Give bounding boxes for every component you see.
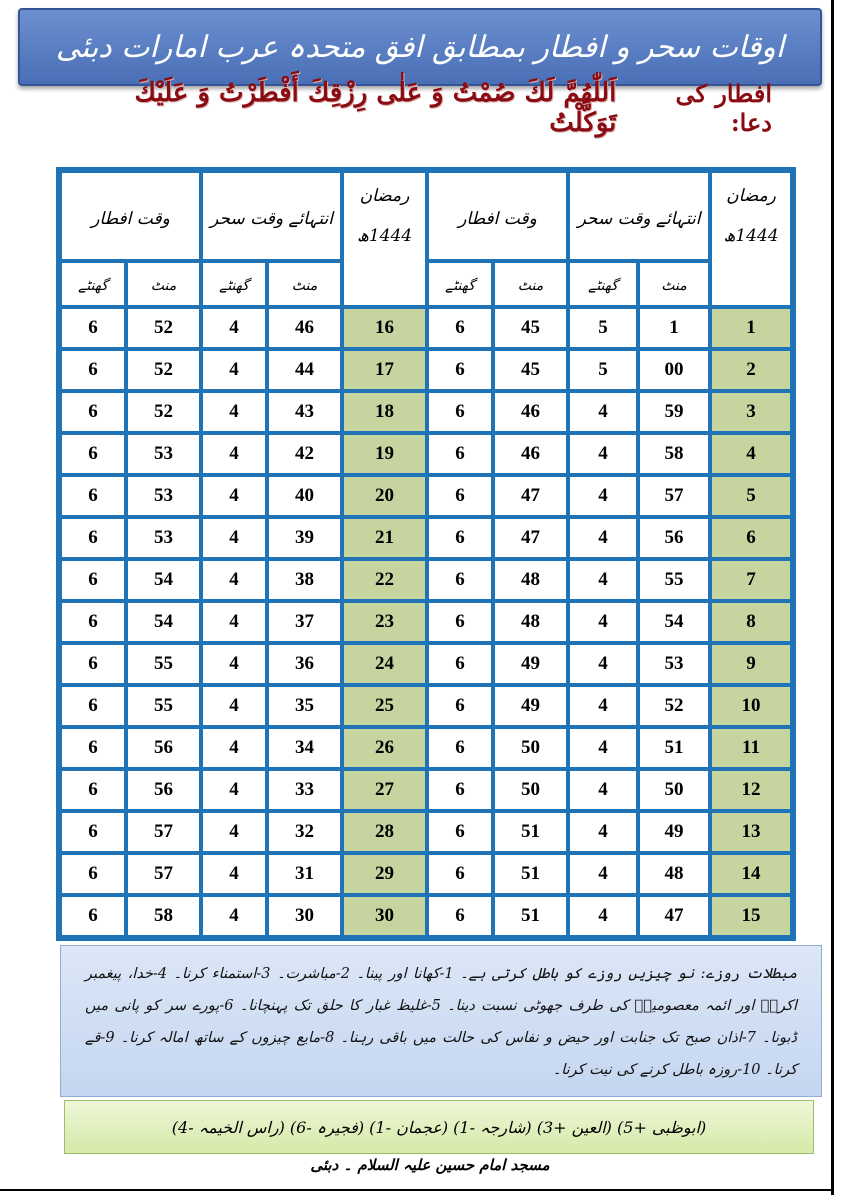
cell-iftar-minutes: 56 (126, 769, 201, 811)
cell-sehri-minutes: 36 (267, 643, 342, 685)
cell-sehri-minutes: 33 (267, 769, 342, 811)
cell-iftar-hours: 6 (60, 727, 126, 769)
timetable (56, 167, 796, 941)
subheader-minutes: منٹ (126, 261, 201, 307)
cell-iftar-hours: 6 (60, 769, 126, 811)
subheader-minutes: منٹ (267, 261, 342, 307)
cell-sehri-hours: 4 (568, 559, 638, 601)
cell-iftar-hours: 6 (427, 853, 493, 895)
cell-iftar-minutes: 47 (493, 517, 568, 559)
cell-ramadan-day: 6 (710, 517, 792, 559)
cell-sehri-minutes: 56 (638, 517, 710, 559)
dua-label: افطار کی دعا: (675, 79, 772, 137)
cell-ramadan-day: 12 (710, 769, 792, 811)
cell-iftar-minutes: 57 (126, 811, 201, 853)
cell-sehri-hours: 4 (568, 433, 638, 475)
table-row (60, 853, 792, 895)
table-row (60, 475, 792, 517)
timetable-grid (60, 171, 792, 937)
cell-sehri-hours: 4 (201, 391, 267, 433)
cell-iftar-minutes: 51 (493, 811, 568, 853)
table-row (60, 685, 792, 727)
cell-iftar-minutes: 50 (493, 769, 568, 811)
cell-sehri-minutes: 31 (267, 853, 342, 895)
cell-iftar-minutes: 51 (493, 853, 568, 895)
table-row (60, 811, 792, 853)
cell-sehri-minutes: 40 (267, 475, 342, 517)
cell-sehri-hours: 4 (201, 307, 267, 349)
cell-iftar-hours: 6 (427, 559, 493, 601)
cell-iftar-hours: 6 (60, 559, 126, 601)
cell-ramadan-day: 17 (342, 349, 427, 391)
cell-sehri-minutes: 44 (267, 349, 342, 391)
cell-ramadan-day: 24 (342, 643, 427, 685)
table-row (60, 643, 792, 685)
cell-ramadan-day: 23 (342, 601, 427, 643)
cell-sehri-minutes: 47 (638, 895, 710, 937)
table-row (60, 391, 792, 433)
cell-ramadan-day: 20 (342, 475, 427, 517)
cell-sehri-minutes: 58 (638, 433, 710, 475)
table-row (60, 559, 792, 601)
cell-iftar-minutes: 48 (493, 601, 568, 643)
dua-text: اَللّٰهُمَّ لَكَ صُمْتُ وَ عَلٰى رِزْقِكَ أَفْطَرْتُ وَ عَلَيْكَ تَوَكَّلْتُ (134, 78, 617, 138)
cell-sehri-hours: 4 (201, 601, 267, 643)
cell-sehri-hours: 4 (201, 769, 267, 811)
cell-ramadan-day: 4 (710, 433, 792, 475)
cell-sehri-hours: 4 (201, 475, 267, 517)
cell-iftar-minutes: 49 (493, 685, 568, 727)
cell-sehri-minutes: 37 (267, 601, 342, 643)
cell-iftar-hours: 6 (427, 391, 493, 433)
cell-iftar-hours: 6 (60, 643, 126, 685)
fast-invalidators-note: مبطلات روزے: نو چیزیں روزے کو باطل کرتی ہے۔ 1-کھانا اور پینا۔ 2-مباشرت۔ 3-استمناء کرنا۔ 4-خدا، پیغمبر اکرمؐ اور ائمہ معصومینؑ کی طرف جھوٹی نسبت دینا۔ 5-غلیظ غبار کا حلق تک پہنچانا۔ 6-پورے سر کو پانی میں ڈبونا۔ 7-اذان صبح تک جنابت اور حیض و نفاس کی حالت میں باقی رہنا۔ 8-مایع چیزوں کے ساتھ امالہ کرنا۔ 9-قے کرنا۔ 10-روزہ باطل کرنے کی نیت کرنا۔ (60, 945, 822, 1097)
regional-adjustments: (ابوظبی +5) (العین +3) (شارجہ -1) (عجمان -1) (فجیرہ -6) (راس الخیمہ -4) (64, 1100, 814, 1154)
iftar-dua (60, 78, 772, 138)
cell-iftar-minutes: 46 (493, 433, 568, 475)
cell-iftar-hours: 6 (60, 349, 126, 391)
cell-ramadan-day: 30 (342, 895, 427, 937)
cell-sehri-minutes: 34 (267, 727, 342, 769)
cell-iftar-hours: 6 (60, 307, 126, 349)
cell-iftar-minutes: 46 (493, 391, 568, 433)
cell-iftar-minutes: 53 (126, 433, 201, 475)
cell-sehri-hours: 4 (201, 349, 267, 391)
table-row (60, 895, 792, 937)
cell-sehri-hours: 4 (201, 517, 267, 559)
cell-iftar-hours: 6 (427, 727, 493, 769)
cell-ramadan-day: 9 (710, 643, 792, 685)
cell-iftar-minutes: 52 (126, 307, 201, 349)
cell-iftar-minutes: 52 (126, 391, 201, 433)
cell-ramadan-day: 5 (710, 475, 792, 517)
cell-iftar-minutes: 54 (126, 559, 201, 601)
cell-sehri-hours: 4 (201, 643, 267, 685)
subheader-hours: گھنٹے (427, 261, 493, 307)
cell-sehri-hours: 4 (201, 433, 267, 475)
cell-sehri-hours: 5 (568, 307, 638, 349)
cell-sehri-minutes: 55 (638, 559, 710, 601)
table-row (60, 307, 792, 349)
cell-iftar-hours: 6 (427, 811, 493, 853)
cell-iftar-hours: 6 (427, 643, 493, 685)
cell-ramadan-day: 19 (342, 433, 427, 475)
subheader-hours: گھنٹے (201, 261, 267, 307)
cell-iftar-minutes: 56 (126, 727, 201, 769)
cell-iftar-hours: 6 (427, 685, 493, 727)
cell-sehri-hours: 4 (201, 811, 267, 853)
cell-sehri-hours: 4 (201, 895, 267, 937)
table-row (60, 769, 792, 811)
cell-sehri-minutes: 42 (267, 433, 342, 475)
cell-sehri-hours: 4 (568, 685, 638, 727)
cell-ramadan-day: 28 (342, 811, 427, 853)
cell-ramadan-day: 25 (342, 685, 427, 727)
cell-ramadan-day: 29 (342, 853, 427, 895)
cell-ramadan-day: 10 (710, 685, 792, 727)
cell-sehri-hours: 4 (568, 769, 638, 811)
cell-ramadan-day: 3 (710, 391, 792, 433)
cell-sehri-hours: 4 (568, 727, 638, 769)
cell-iftar-minutes: 45 (493, 307, 568, 349)
cell-sehri-hours: 4 (568, 811, 638, 853)
cell-iftar-hours: 6 (60, 517, 126, 559)
cell-sehri-minutes: 35 (267, 685, 342, 727)
cell-iftar-minutes: 54 (126, 601, 201, 643)
cell-sehri-hours: 4 (568, 853, 638, 895)
cell-iftar-hours: 6 (60, 601, 126, 643)
cell-iftar-minutes: 51 (493, 895, 568, 937)
cell-sehri-minutes: 00 (638, 349, 710, 391)
cell-sehri-minutes: 54 (638, 601, 710, 643)
cell-iftar-hours: 6 (60, 475, 126, 517)
cell-sehri-minutes: 48 (638, 853, 710, 895)
subheader-minutes: منٹ (493, 261, 568, 307)
cell-sehri-minutes: 52 (638, 685, 710, 727)
cell-ramadan-day: 18 (342, 391, 427, 433)
cell-iftar-hours: 6 (427, 433, 493, 475)
cell-sehri-minutes: 50 (638, 769, 710, 811)
cell-sehri-hours: 4 (568, 643, 638, 685)
header-ramadan-right: رمضان 1444ھ (710, 171, 792, 307)
cell-sehri-minutes: 53 (638, 643, 710, 685)
cell-iftar-minutes: 49 (493, 643, 568, 685)
cell-sehri-minutes: 51 (638, 727, 710, 769)
cell-sehri-minutes: 1 (638, 307, 710, 349)
cell-iftar-minutes: 53 (126, 475, 201, 517)
cell-ramadan-day: 13 (710, 811, 792, 853)
table-row (60, 601, 792, 643)
header-ramadan-left: رمضان 1444ھ (342, 171, 427, 307)
cell-sehri-hours: 5 (568, 349, 638, 391)
cell-sehri-minutes: 59 (638, 391, 710, 433)
cell-iftar-hours: 6 (427, 895, 493, 937)
mosque-signature: مسجد امام حسین علیہ السلام ۔ دبئی (310, 1156, 550, 1174)
cell-sehri-minutes: 39 (267, 517, 342, 559)
page-frame-bottom (0, 1189, 834, 1191)
cell-sehri-minutes: 46 (267, 307, 342, 349)
cell-sehri-minutes: 38 (267, 559, 342, 601)
cell-sehri-hours: 4 (568, 475, 638, 517)
header-sehri-left: انتہائے وقت سحر (201, 171, 342, 261)
cell-sehri-minutes: 43 (267, 391, 342, 433)
cell-iftar-hours: 6 (60, 433, 126, 475)
cell-ramadan-day: 21 (342, 517, 427, 559)
cell-ramadan-day: 22 (342, 559, 427, 601)
cell-ramadan-day: 1 (710, 307, 792, 349)
cell-iftar-hours: 6 (60, 811, 126, 853)
cell-iftar-minutes: 55 (126, 685, 201, 727)
cell-iftar-hours: 6 (427, 349, 493, 391)
cell-ramadan-day: 16 (342, 307, 427, 349)
cell-iftar-hours: 6 (427, 769, 493, 811)
cell-iftar-minutes: 50 (493, 727, 568, 769)
timetable-body (60, 307, 792, 937)
cell-iftar-minutes: 52 (126, 349, 201, 391)
cell-iftar-hours: 6 (427, 475, 493, 517)
cell-iftar-hours: 6 (60, 895, 126, 937)
header-sehri-right: انتہائے وقت سحر (568, 171, 710, 261)
cell-iftar-hours: 6 (427, 307, 493, 349)
table-row (60, 349, 792, 391)
cell-ramadan-day: 27 (342, 769, 427, 811)
cell-sehri-hours: 4 (568, 895, 638, 937)
cell-ramadan-day: 11 (710, 727, 792, 769)
cell-ramadan-day: 26 (342, 727, 427, 769)
table-row (60, 727, 792, 769)
cell-ramadan-day: 8 (710, 601, 792, 643)
cell-iftar-minutes: 45 (493, 349, 568, 391)
cell-sehri-hours: 4 (201, 727, 267, 769)
cell-iftar-minutes: 48 (493, 559, 568, 601)
cell-iftar-minutes: 53 (126, 517, 201, 559)
cell-ramadan-day: 2 (710, 349, 792, 391)
cell-ramadan-day: 14 (710, 853, 792, 895)
subheader-hours: گھنٹے (568, 261, 638, 307)
page-title: اوقات سحر و افطار بمطابق افق متحدہ عرب امارات دبئی (18, 8, 822, 86)
subheader-minutes: منٹ (638, 261, 710, 307)
cell-sehri-hours: 4 (201, 685, 267, 727)
cell-sehri-hours: 4 (568, 391, 638, 433)
cell-iftar-hours: 6 (427, 601, 493, 643)
cell-iftar-hours: 6 (60, 391, 126, 433)
cell-sehri-minutes: 30 (267, 895, 342, 937)
cell-iftar-hours: 6 (60, 853, 126, 895)
cell-iftar-minutes: 47 (493, 475, 568, 517)
table-row (60, 517, 792, 559)
cell-ramadan-day: 7 (710, 559, 792, 601)
subheader-hours: گھنٹے (60, 261, 126, 307)
cell-sehri-minutes: 49 (638, 811, 710, 853)
table-row (60, 433, 792, 475)
cell-iftar-minutes: 57 (126, 853, 201, 895)
cell-sehri-hours: 4 (201, 559, 267, 601)
cell-sehri-minutes: 57 (638, 475, 710, 517)
cell-iftar-hours: 6 (427, 517, 493, 559)
cell-iftar-minutes: 55 (126, 643, 201, 685)
cell-ramadan-day: 15 (710, 895, 792, 937)
page-frame-right (831, 0, 834, 1195)
cell-iftar-hours: 6 (60, 685, 126, 727)
header-iftar-right: وقت افطار (427, 171, 568, 261)
cell-sehri-hours: 4 (568, 517, 638, 559)
cell-sehri-minutes: 32 (267, 811, 342, 853)
cell-iftar-minutes: 58 (126, 895, 201, 937)
cell-sehri-hours: 4 (568, 601, 638, 643)
header-iftar-left: وقت افطار (60, 171, 201, 261)
cell-sehri-hours: 4 (201, 853, 267, 895)
